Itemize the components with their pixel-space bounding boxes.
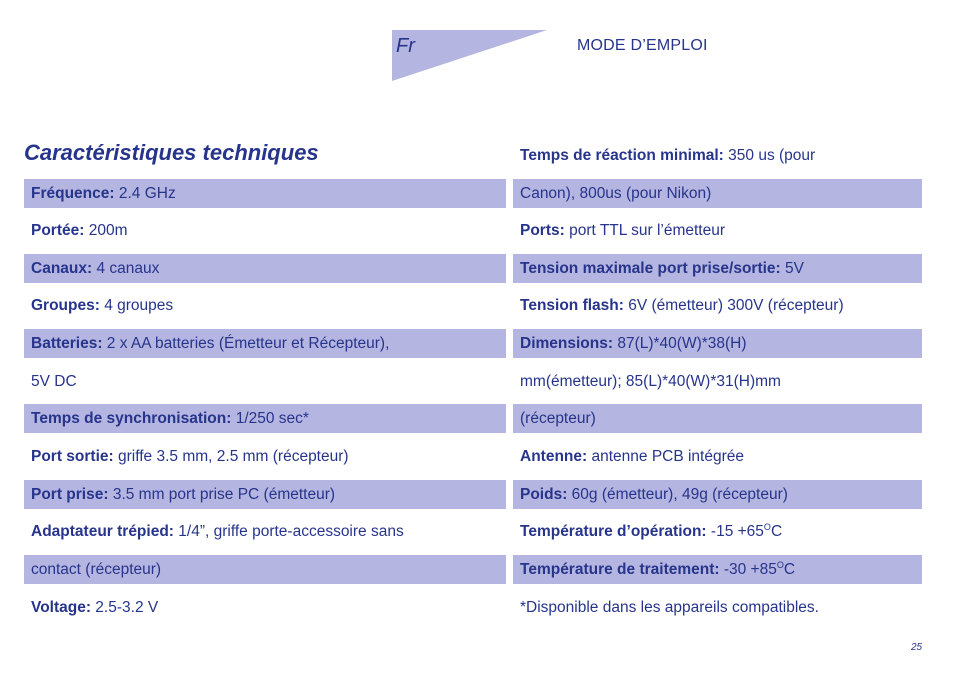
spec-value: 1/4”, griffe porte-accessoire sans xyxy=(173,523,404,540)
unit-suffix: C xyxy=(770,523,783,540)
page-number: 25 xyxy=(911,642,923,653)
spec-label: Ports: xyxy=(520,222,565,239)
spec-label: Température de traitement: xyxy=(520,561,720,578)
spec-value: 2.5-3.2 V xyxy=(91,599,159,616)
spec-row xyxy=(513,593,922,622)
spec-label: Tension flash: xyxy=(520,297,624,314)
spec-row xyxy=(24,329,506,358)
spec-label: Fréquence: xyxy=(31,185,115,202)
spec-value: 2.4 GHz xyxy=(114,185,176,202)
spec-value: griffe 3.5 mm, 2.5 mm (récepteur) xyxy=(113,448,349,465)
spec-value: -15 +65 xyxy=(706,523,764,540)
spec-value: 1/250 sec* xyxy=(231,410,309,427)
section-title: Caractéristiques techniques xyxy=(24,140,319,165)
spec-label: Voltage: xyxy=(31,599,91,616)
spec-label: Poids: xyxy=(520,486,568,503)
spec-value: port TTL sur l’émetteur xyxy=(564,222,726,239)
language-label: Fr xyxy=(396,35,415,57)
spec-value: (récepteur) xyxy=(520,410,596,427)
spec-value: 60g (émetteur), 49g (récepteur) xyxy=(567,486,788,503)
degree-superscript: O xyxy=(763,522,771,532)
spec-label: Batteries: xyxy=(31,335,103,352)
degree-superscript: O xyxy=(776,560,784,570)
spec-row xyxy=(24,517,506,546)
spec-label: Groupes: xyxy=(31,297,100,314)
spec-row xyxy=(24,442,506,471)
spec-row xyxy=(24,216,506,245)
spec-value: 6V (émetteur) 300V (récepteur) xyxy=(623,297,844,314)
spec-value: 350 us (pour xyxy=(723,147,816,164)
spec-value: antenne PCB intégrée xyxy=(587,448,745,465)
spec-value: mm(émetteur); 85(L)*40(W)*31(H)mm xyxy=(520,373,781,390)
spec-row xyxy=(24,404,506,433)
spec-label: Température d’opération: xyxy=(520,523,707,540)
spec-value: Canon), 800us (pour Nikon) xyxy=(520,185,712,202)
spec-value: 5V xyxy=(780,260,804,277)
spec-row xyxy=(24,555,506,584)
spec-label: Adaptateur trépied: xyxy=(31,523,174,540)
spec-value: -30 +85 xyxy=(719,561,777,578)
spec-row xyxy=(24,367,506,396)
spec-label: Port prise: xyxy=(31,486,109,503)
spec-row xyxy=(513,480,922,509)
spec-value: 4 groupes xyxy=(99,297,174,314)
spec-label: Canaux: xyxy=(31,260,93,277)
spec-row xyxy=(24,254,506,283)
spec-value: 87(L)*40(W)*38(H) xyxy=(613,335,747,352)
spec-row xyxy=(24,480,506,509)
spec-row xyxy=(513,367,922,396)
spec-label: Temps de réaction minimal: xyxy=(520,147,724,164)
spec-value: 4 canaux xyxy=(92,260,160,277)
spec-row xyxy=(24,593,506,622)
spec-value: 200m xyxy=(84,222,128,239)
spec-label: Tension maximale port prise/sortie: xyxy=(520,260,781,277)
header-title: MODE D’EMPLOI xyxy=(577,37,708,54)
spec-row xyxy=(513,517,922,546)
spec-value: 2 x AA batteries (Émetteur et Récepteur), xyxy=(102,335,390,352)
spec-row xyxy=(24,291,506,320)
language-tab-shape xyxy=(392,30,547,81)
spec-row xyxy=(513,291,922,320)
spec-row xyxy=(513,216,922,245)
unit-suffix: C xyxy=(783,561,796,578)
spec-value: 5V DC xyxy=(31,373,77,390)
spec-row xyxy=(24,179,506,208)
spec-label: Port sortie: xyxy=(31,448,114,465)
spec-row xyxy=(513,442,922,471)
spec-value: *Disponible dans les appareils compatibles. xyxy=(520,599,819,616)
spec-row xyxy=(513,179,922,208)
spec-label: Portée: xyxy=(31,222,85,239)
spec-label: Antenne: xyxy=(520,448,588,465)
spec-row xyxy=(513,254,922,283)
spec-row xyxy=(513,555,922,584)
spec-row xyxy=(513,141,922,170)
spec-label: Temps de synchronisation: xyxy=(31,410,232,427)
spec-value: contact (récepteur) xyxy=(31,561,162,578)
spec-row xyxy=(513,404,922,433)
spec-row xyxy=(513,329,922,358)
spec-value: 3.5 mm port prise PC (émetteur) xyxy=(108,486,336,503)
spec-label: Dimensions: xyxy=(520,335,614,352)
